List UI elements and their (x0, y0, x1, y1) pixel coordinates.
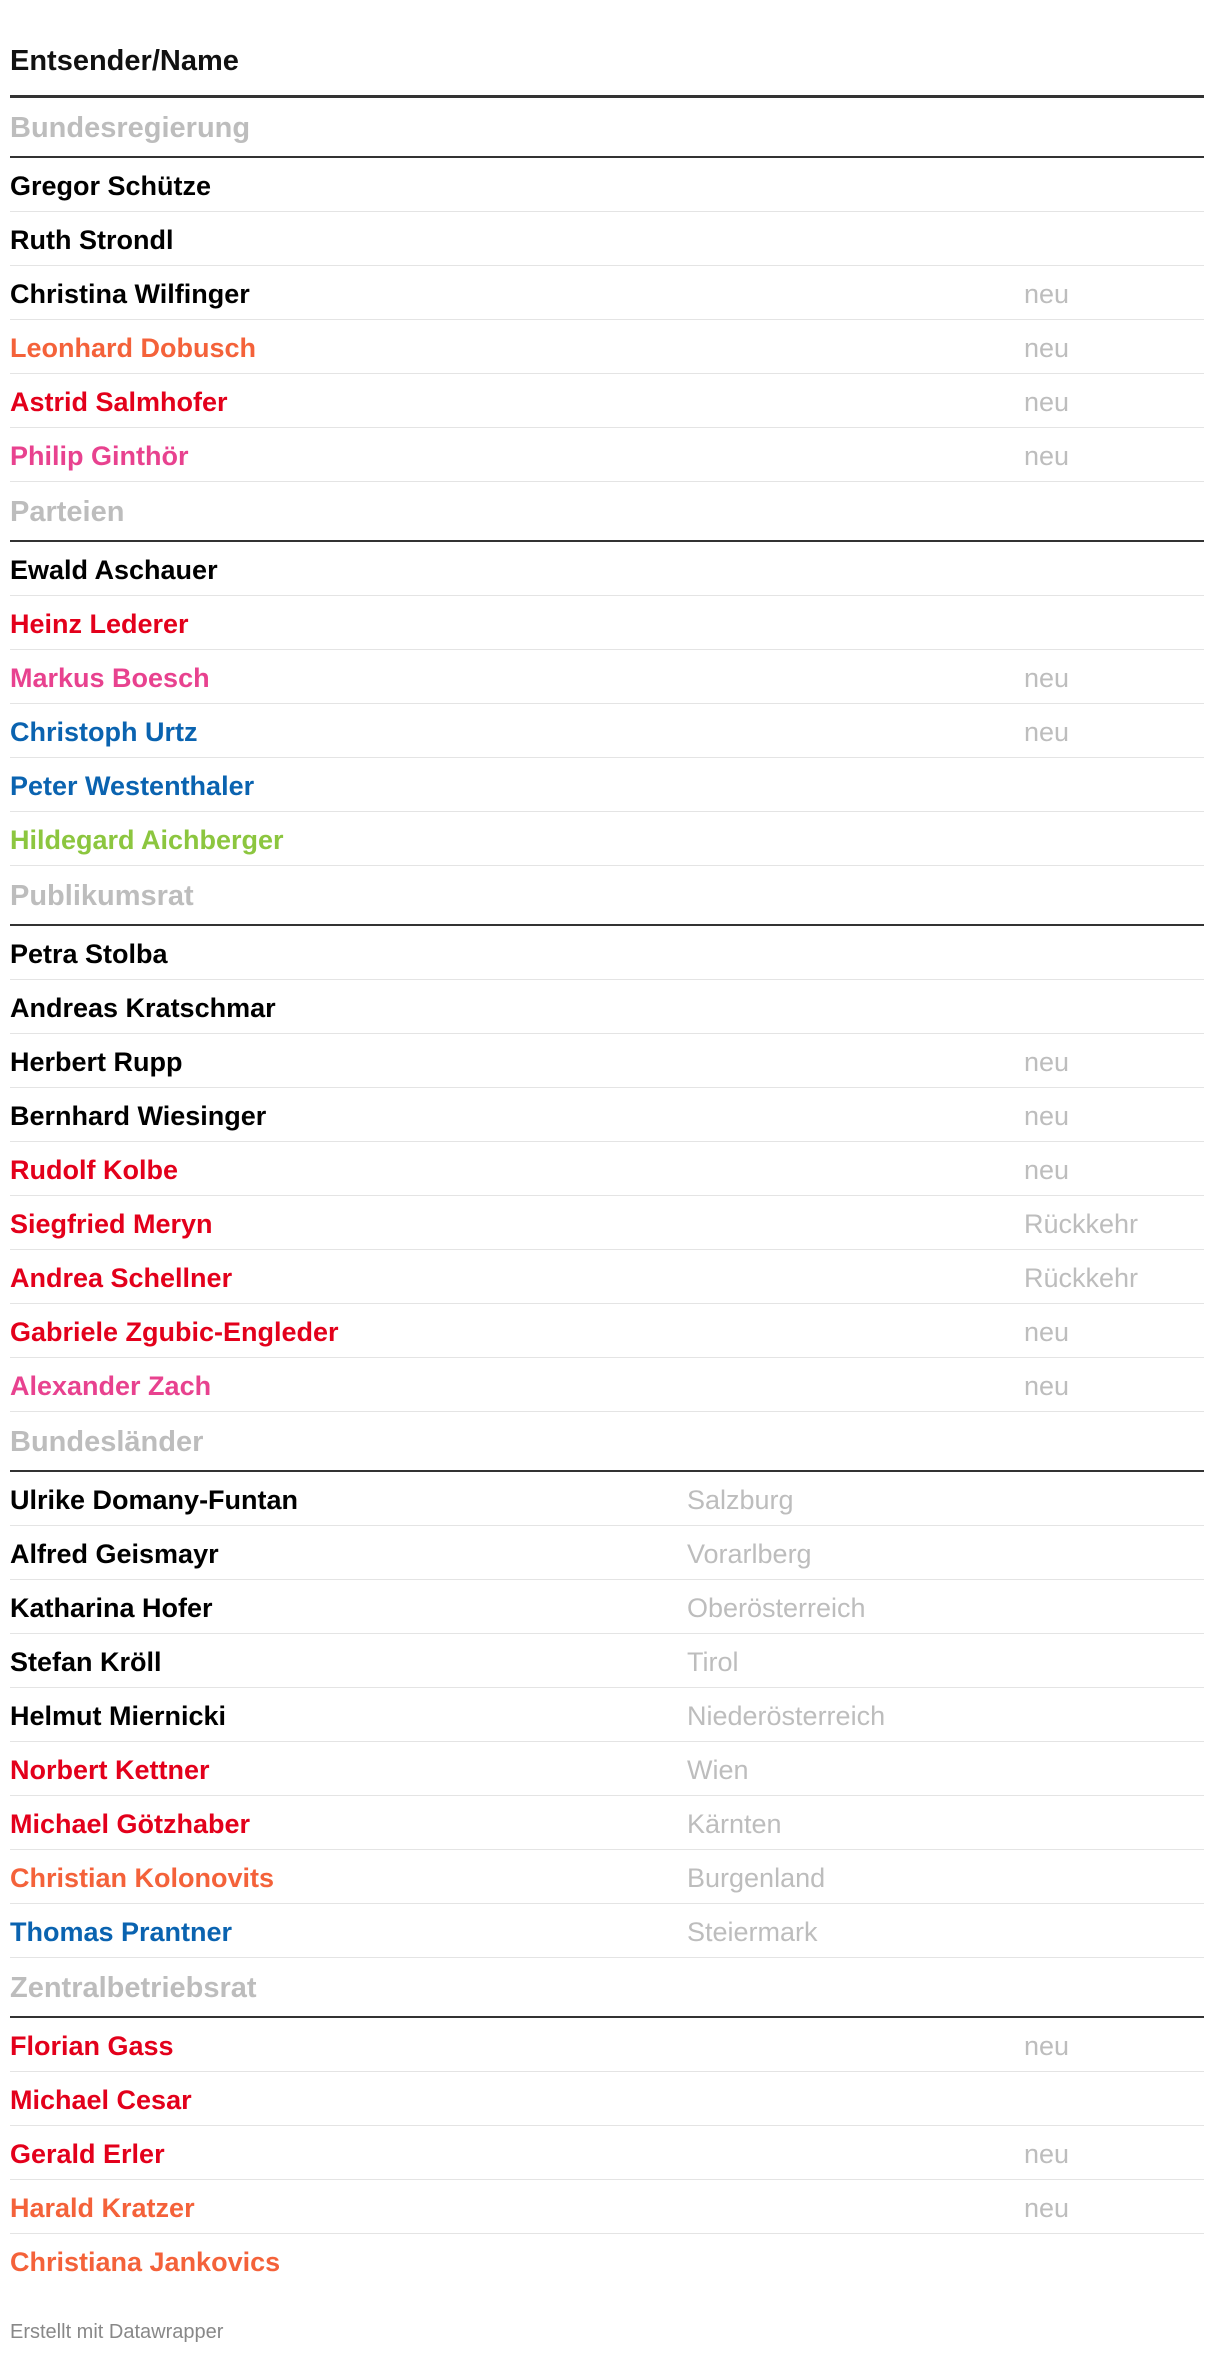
group-header (10, 98, 1204, 158)
member-name: Astrid Salmhofer (10, 387, 228, 417)
member-status: neu (1024, 1101, 1070, 1131)
member-status: neu (1024, 279, 1070, 309)
member-status: Rückkehr (1024, 1263, 1139, 1293)
member-status: neu (1024, 663, 1070, 693)
member-name: Michael Cesar (10, 2085, 192, 2115)
table-row (10, 1904, 1204, 1958)
table-row (10, 1472, 1204, 1526)
table-row (10, 704, 1204, 758)
column-header-entsender-name: Entsender/Name (10, 45, 239, 77)
member-name: Florian Gass (10, 2031, 174, 2061)
member-name: Helmut Miernicki (10, 1701, 227, 1731)
table-row (10, 1088, 1204, 1142)
table-row (10, 1580, 1204, 1634)
table-header (10, 0, 1204, 98)
member-region: Salzburg (687, 1485, 794, 1515)
table-row (10, 374, 1204, 428)
member-name: Harald Kratzer (10, 2193, 195, 2223)
member-name: Andreas Kratschmar (10, 993, 276, 1023)
table-row (10, 596, 1204, 650)
table-row (10, 2180, 1204, 2234)
group-header (10, 1412, 1204, 1472)
group-header (10, 1958, 1204, 2018)
member-status: neu (1024, 1047, 1070, 1077)
member-name: Markus Boesch (10, 663, 210, 693)
member-name: Alexander Zach (10, 1371, 212, 1401)
group-header (10, 866, 1204, 926)
table-row (10, 2234, 1204, 2288)
table-row (10, 1634, 1204, 1688)
member-name: Gabriele Zgubic-Engleder (10, 1317, 339, 1347)
member-region: Tirol (687, 1647, 739, 1677)
member-name: Stefan Kröll (10, 1647, 162, 1677)
table-row (10, 1142, 1204, 1196)
member-region: Burgenland (687, 1863, 826, 1893)
member-name: Michael Götzhaber (10, 1809, 251, 1839)
member-status: neu (1024, 717, 1070, 747)
member-name: Heinz Lederer (10, 609, 189, 639)
group-title: Zentralbetriebsrat (10, 1972, 257, 2004)
table-row (10, 926, 1204, 980)
member-name: Ruth Strondl (10, 225, 174, 255)
table-row (10, 1196, 1204, 1250)
member-name: Christoph Urtz (10, 717, 198, 747)
member-status: neu (1024, 1317, 1070, 1347)
table-row (10, 1034, 1204, 1088)
table-row (10, 428, 1204, 482)
member-name: Norbert Kettner (10, 1755, 210, 1785)
member-name: Christina Wilfinger (10, 279, 250, 309)
table-row (10, 2018, 1204, 2072)
member-region: Steiermark (687, 1917, 818, 1947)
member-status: neu (1024, 1371, 1070, 1401)
member-name: Christiana Jankovics (10, 2247, 281, 2277)
table-row (10, 1688, 1204, 1742)
member-name: Petra Stolba (10, 939, 168, 969)
table-row (10, 1796, 1204, 1850)
table-row (10, 1742, 1204, 1796)
table-row (10, 1304, 1204, 1358)
table-row (10, 2072, 1204, 2126)
member-region: Kärnten (687, 1809, 782, 1839)
table-row (10, 980, 1204, 1034)
group-title: Publikumsrat (10, 880, 194, 912)
member-table (10, 0, 1204, 2288)
member-name: Gerald Erler (10, 2139, 165, 2169)
member-name: Leonhard Dobusch (10, 333, 257, 363)
member-name: Hildegard Aichberger (10, 825, 284, 855)
member-name: Herbert Rupp (10, 1047, 183, 1077)
member-name: Rudolf Kolbe (10, 1155, 178, 1185)
member-status: neu (1024, 441, 1070, 471)
member-name: Ewald Aschauer (10, 555, 218, 585)
member-name: Bernhard Wiesinger (10, 1101, 267, 1131)
member-status: Rückkehr (1024, 1209, 1139, 1239)
member-status: neu (1024, 333, 1070, 363)
table-row (10, 812, 1204, 866)
table-row (10, 320, 1204, 374)
member-status: neu (1024, 2193, 1070, 2223)
member-status: neu (1024, 1155, 1070, 1185)
table-body (10, 98, 1204, 2288)
table-row (10, 650, 1204, 704)
member-region: Oberösterreich (687, 1593, 866, 1623)
table-row (10, 1850, 1204, 1904)
member-name: Siegfried Meryn (10, 1209, 213, 1239)
member-name: Christian Kolonovits (10, 1863, 275, 1893)
member-name: Philip Ginthör (10, 441, 189, 471)
member-name: Gregor Schütze (10, 171, 212, 201)
table-row (10, 1250, 1204, 1304)
group-header (10, 482, 1204, 542)
member-name: Katharina Hofer (10, 1593, 213, 1623)
member-region: Niederösterreich (687, 1701, 886, 1731)
member-name: Ulrike Domany-Funtan (10, 1485, 299, 1515)
member-name: Thomas Prantner (10, 1917, 233, 1947)
group-title: Bundesregierung (10, 112, 251, 144)
member-name: Andrea Schellner (10, 1263, 233, 1293)
member-region: Vorarlberg (687, 1539, 812, 1569)
table-row (10, 1358, 1204, 1412)
table-row (10, 158, 1204, 212)
datawrapper-credit: Erstellt mit Datawrapper (10, 2321, 224, 2343)
member-region: Wien (687, 1755, 749, 1785)
table-row (10, 758, 1204, 812)
member-status: neu (1024, 2031, 1070, 2061)
group-title: Parteien (10, 496, 125, 528)
member-status: neu (1024, 2139, 1070, 2169)
table-row (10, 1526, 1204, 1580)
member-status: neu (1024, 387, 1070, 417)
table-row (10, 2126, 1204, 2180)
table-row (10, 212, 1204, 266)
table-row (10, 266, 1204, 320)
member-name: Alfred Geismayr (10, 1539, 219, 1569)
group-title: Bundesländer (10, 1426, 204, 1458)
table-row (10, 542, 1204, 596)
member-name: Peter Westenthaler (10, 771, 255, 801)
